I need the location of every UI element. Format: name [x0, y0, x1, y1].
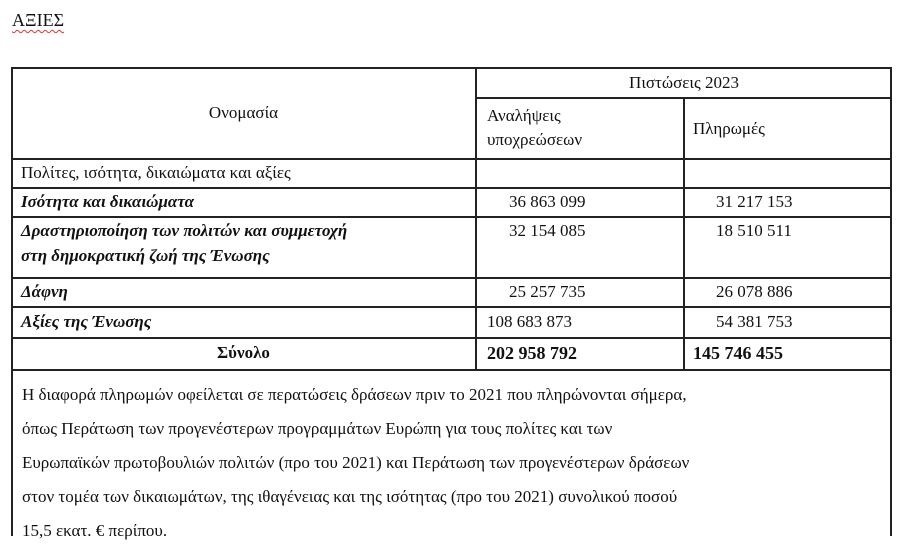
row-name: Αξίες της Ένωσης: [21, 312, 152, 331]
table-divider: [11, 216, 892, 218]
total-payments: 145 746 455: [693, 343, 783, 363]
table-divider: [11, 369, 892, 371]
row-commitments: 32 154 085: [509, 221, 586, 240]
note-line: 15,5 εκατ. € περίπου.: [22, 521, 168, 540]
explanatory-note: [22, 378, 882, 548]
row-name-line1: Δραστηριοποίηση των πολιτών και συμμετοχή: [21, 221, 348, 240]
header-name: Ονομασία: [208, 103, 279, 122]
column-divider: [683, 97, 685, 370]
row-commitments: 108 683 873: [487, 312, 572, 331]
row-name-line2: στη δημοκρατική ζωή της Ένωσης: [21, 246, 270, 265]
note-line: Ευρωπαϊκών πρωτοβουλιών πολιτών (προ του 2021) και Περάτωση των προγενέστερων δράσεων: [22, 453, 690, 472]
row-payments: 54 381 753: [716, 312, 793, 331]
note-line: όπως Περάτωση των προγενέστερων προγραμμάτων Ευρώπη για τους πολίτες και των: [22, 419, 613, 438]
note-line: στον τομέα των δικαιωμάτων, της ιθαγένειας και της ισότητας (προ του 2021) συνολικού ποσού: [22, 487, 678, 506]
row-payments: 31 217 153: [716, 192, 793, 211]
row-name: Ισότητα και δικαιώματα: [21, 192, 195, 211]
row-name: Δάφνη: [21, 282, 68, 301]
row-payments: 26 078 886: [716, 282, 793, 301]
header-group: Πιστώσεις 2023: [629, 73, 739, 92]
header-commitments-line1: Αναλήψεις: [487, 106, 561, 125]
row-name: Πολίτες, ισότητα, δικαιώματα και αξίες: [21, 163, 291, 182]
total-label: Σύνολο: [217, 343, 270, 362]
table-divider: [11, 337, 892, 339]
row-commitments: 36 863 099: [509, 192, 586, 211]
row-commitments: 25 257 735: [509, 282, 586, 301]
table-divider: [11, 187, 892, 189]
table-border-top: [11, 67, 892, 69]
table-divider: [11, 158, 892, 160]
table-border-right: [890, 67, 892, 536]
header-commitments-line2: υποχρεώσεων: [487, 130, 583, 149]
table-divider: [11, 306, 892, 308]
total-commitments: 202 958 792: [487, 343, 577, 363]
table-divider: [11, 277, 892, 279]
section-heading: ΑΞΙΕΣ: [12, 10, 65, 30]
note-line: Η διαφορά πληρωμών οφείλεται σε περατώσεις δράσεων πριν το 2021 που πληρώνονται σήμερα,: [22, 385, 687, 404]
table-border-left: [11, 67, 13, 536]
row-payments: 18 510 511: [716, 221, 792, 240]
header-payments: Πληρωμές: [693, 119, 765, 138]
